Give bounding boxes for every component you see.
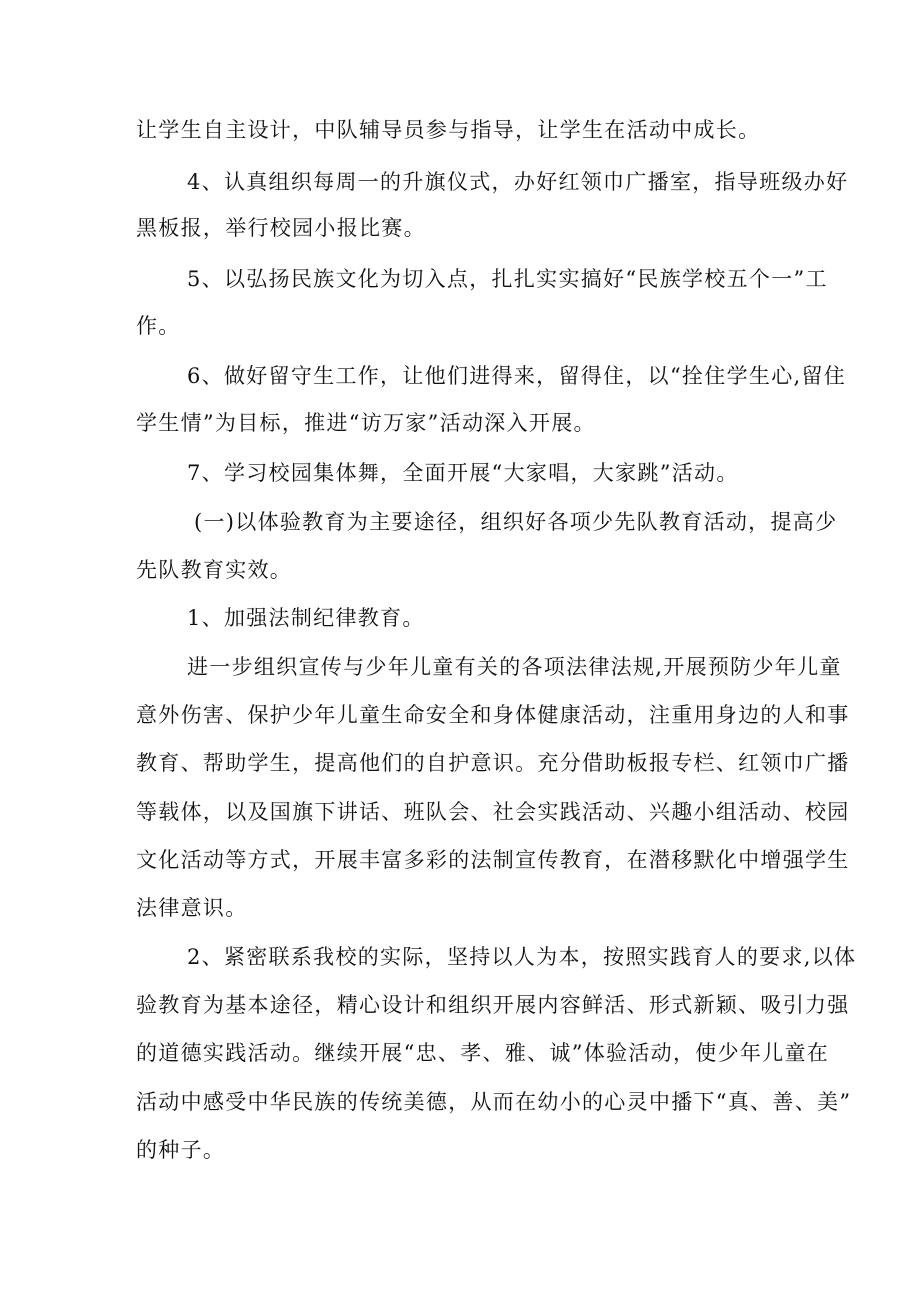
text-line-content: 等载体，以及国旗下讲话、班队会、社会实践活动、兴趣小组活动、校园 [136,800,850,824]
text-line-content: 活动中感受中华民族的传统美德，从而在幼小的心灵中播下“真、善、美” [136,1090,852,1114]
text-line-content: 5、以弘扬民族文化为切入点，扎扎实实搞好“民族学校五个一”工 [187,267,828,291]
text-line-content: 学生情”为目标，推进“访万家”活动深入开展。 [136,411,596,435]
text-line-content: 7、学习校园集体舞，全面开展“大家唱，大家跳”活动。 [187,461,739,485]
text-line [0,1035,920,1071]
text-line [0,358,920,394]
text-line-content: 黑板报，举行校园小报比赛。 [136,216,426,240]
text-line [0,842,920,878]
text-line-content: (一)以体验教育为主要途径，组织好各项少先队教育活动，提高少 [194,510,838,534]
text-line [0,552,920,588]
text-line-content: 法律意识。 [136,896,248,920]
text-line-content: 的种子。 [136,1138,226,1162]
text-line-content: 的道德实践活动。继续开展“忠、孝、雅、诚”体验活动，使少年儿童在 [136,1041,830,1065]
text-line [0,939,920,975]
text-line [0,987,920,1023]
text-line-content: 4、认真组织每周一的升旗仪式，办好红领巾广播室，指导班级办好 [187,170,849,194]
text-line [0,745,920,781]
text-line [0,794,920,830]
text-line [0,308,920,344]
text-line [0,600,920,636]
text-line [0,697,920,733]
text-line [0,112,920,148]
text-line-content: 意外伤害、保护少年儿童生命安全和身体健康活动，注重用身边的人和事 [136,703,850,727]
text-line [0,1084,920,1120]
text-line [0,261,920,297]
text-line [0,210,920,246]
text-line-content: 作。 [136,314,181,338]
text-line-content: 验教育为基本途径，精心设计和组织开展内容鲜活、形式新颖、吸引力强 [136,993,850,1017]
text-line [0,405,920,441]
section-heading-line [0,504,920,540]
text-line-content: 先队教育实效。 [136,558,293,582]
text-line [0,1132,920,1168]
text-line-content: 1、加强法制纪律教育。 [187,606,425,630]
text-line-content: 6、做好留守生工作，让他们进得来，留得住，以“拴住学生心,留住 [187,364,847,388]
text-line [0,164,920,200]
text-line-content: 教育、帮助学生，提高他们的自护意识。充分借助板报专栏、红领巾广播 [136,751,850,775]
text-line-content: 让学生自主设计，中队辅导员参与指导，让学生在活动中成长。 [136,118,761,142]
text-line [0,890,920,926]
text-line-content: 文化活动等方式，开展丰富多彩的法制宣传教育，在潜移默化中增强学生 [136,848,850,872]
text-line [0,649,920,685]
text-line-content: 进一步组织宣传与少年儿童有关的各项法律法规,开展预防少年儿童 [187,655,842,679]
text-line-content: 2、紧密联系我校的实际，坚持以人为本，按照实践育人的要求,以体 [187,945,857,969]
text-line [0,455,920,491]
